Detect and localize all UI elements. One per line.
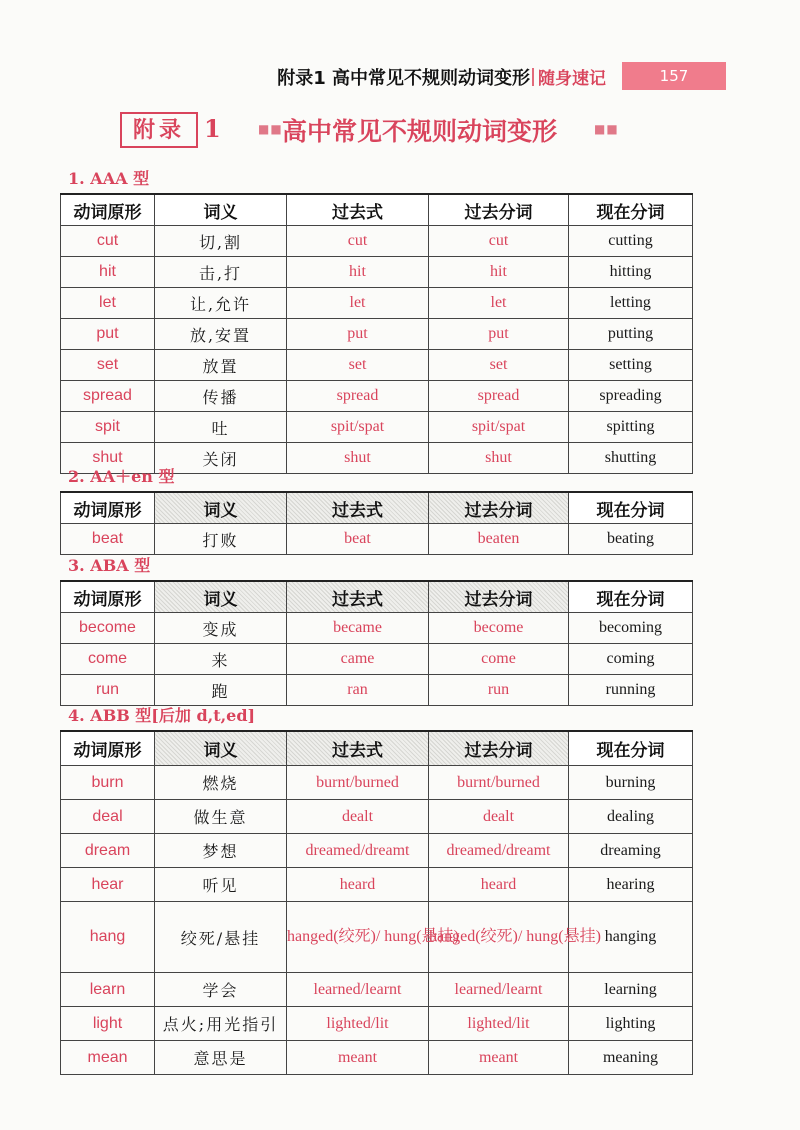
past-tense-cell: learned/learnt	[287, 973, 429, 1007]
base-form-cell: burn	[61, 766, 155, 800]
table-row	[61, 613, 693, 644]
meaning-cell: 切,割	[155, 226, 287, 257]
present-participle-cell: beating	[569, 524, 693, 555]
base-form-cell: become	[61, 613, 155, 644]
base-form-cell: let	[61, 288, 155, 319]
verb-table-abb	[60, 730, 693, 1075]
base-form-cell: mean	[61, 1041, 155, 1075]
past-tense-cell: cut	[287, 226, 429, 257]
meaning-cell: 意思是	[155, 1041, 287, 1075]
past-participle-cell: become	[429, 613, 569, 644]
past-tense-cell: hit	[287, 257, 429, 288]
past-tense-cell: dreamed/dreamt	[287, 834, 429, 868]
past-tense-cell: became	[287, 613, 429, 644]
present-participle-cell: becoming	[569, 613, 693, 644]
header-row	[61, 581, 693, 613]
past-tense-header: 过去式	[287, 194, 429, 226]
section-label-aba: 3. ABA 型	[68, 556, 151, 575]
past-tense-cell: heard	[287, 868, 429, 902]
title-deco-right: ■■	[594, 122, 619, 136]
table-row	[61, 834, 693, 868]
base-form-cell: set	[61, 350, 155, 381]
table-row	[61, 350, 693, 381]
present-participle-cell: letting	[569, 288, 693, 319]
meaning-cell: 梦想	[155, 834, 287, 868]
past-participle-cell: learned/learnt	[429, 973, 569, 1007]
meaning-cell: 吐	[155, 412, 287, 443]
section-label-aaa: 1. AAA 型	[68, 169, 150, 188]
section-label-abb: 4. ABB 型[后加 d,t,ed]	[68, 706, 256, 725]
meaning-cell: 听见	[155, 868, 287, 902]
present-participle-cell: learning	[569, 973, 693, 1007]
meaning-cell: 传播	[155, 381, 287, 412]
base-form-header: 动词原形	[61, 194, 155, 226]
past-tense-cell: hanged(绞死)/ hung(悬挂)	[287, 902, 429, 973]
past-tense-cell: beat	[287, 524, 429, 555]
meaning-cell: 点火;用光指引	[155, 1007, 287, 1041]
appendix-label-box: 附录	[120, 112, 198, 148]
header-separator	[532, 68, 534, 86]
header-row	[61, 194, 693, 226]
past-participle-cell: come	[429, 644, 569, 675]
past-participle-cell: run	[429, 675, 569, 706]
past-participle-cell: dealt	[429, 800, 569, 834]
base-form-cell: spit	[61, 412, 155, 443]
meaning-cell: 关闭	[155, 443, 287, 474]
meaning-cell: 让,允许	[155, 288, 287, 319]
table-row	[61, 766, 693, 800]
present-participle-cell: meaning	[569, 1041, 693, 1075]
past-tense-cell: shut	[287, 443, 429, 474]
page-number: 157	[622, 62, 726, 90]
meaning-cell: 绞死/悬挂	[155, 902, 287, 973]
present-participle-cell: burning	[569, 766, 693, 800]
table-row	[61, 973, 693, 1007]
past-tense-cell: dealt	[287, 800, 429, 834]
appendix-main-title: 高中常见不规则动词变形	[282, 117, 558, 146]
present-participle-cell: shutting	[569, 443, 693, 474]
section-label-aa-en: 2. AA＋en 型	[68, 467, 175, 486]
table-row	[61, 226, 693, 257]
meaning-header: 词义	[155, 581, 287, 613]
base-form-header: 动词原形	[61, 731, 155, 766]
base-form-cell: hang	[61, 902, 155, 973]
past-participle-cell: heard	[429, 868, 569, 902]
meaning-cell: 击,打	[155, 257, 287, 288]
past-participle-cell: hanged(绞死)/ hung(悬挂)	[429, 902, 569, 973]
present-participle-cell: cutting	[569, 226, 693, 257]
past-participle-cell: spit/spat	[429, 412, 569, 443]
base-form-cell: shut	[61, 443, 155, 474]
appendix-number: 1	[204, 114, 221, 143]
past-tense-cell: meant	[287, 1041, 429, 1075]
past-tense-cell: burnt/burned	[287, 766, 429, 800]
past-participle-cell: spread	[429, 381, 569, 412]
table-row	[61, 412, 693, 443]
past-participle-cell: cut	[429, 226, 569, 257]
table-row	[61, 644, 693, 675]
past-participle-header: 过去分词	[429, 492, 569, 524]
past-tense-cell: spread	[287, 381, 429, 412]
table-row	[61, 868, 693, 902]
present-participle-header: 现在分词	[569, 492, 693, 524]
base-form-cell: hit	[61, 257, 155, 288]
present-participle-cell: spitting	[569, 412, 693, 443]
base-form-cell: come	[61, 644, 155, 675]
meaning-cell: 来	[155, 644, 287, 675]
past-participle-header: 过去分词	[429, 731, 569, 766]
meaning-header: 词义	[155, 731, 287, 766]
meaning-cell: 跑	[155, 675, 287, 706]
meaning-header: 词义	[155, 492, 287, 524]
past-participle-cell: hit	[429, 257, 569, 288]
base-form-cell: deal	[61, 800, 155, 834]
header-row	[61, 731, 693, 766]
base-form-cell: dream	[61, 834, 155, 868]
present-participle-header: 现在分词	[569, 581, 693, 613]
past-participle-header: 过去分词	[429, 194, 569, 226]
table-row	[61, 675, 693, 706]
meaning-cell: 燃烧	[155, 766, 287, 800]
base-form-header: 动词原形	[61, 581, 155, 613]
base-form-cell: spread	[61, 381, 155, 412]
past-tense-cell: came	[287, 644, 429, 675]
past-participle-cell: beaten	[429, 524, 569, 555]
table-row	[61, 257, 693, 288]
present-participle-cell: running	[569, 675, 693, 706]
table-row	[61, 1007, 693, 1041]
present-participle-cell: setting	[569, 350, 693, 381]
present-participle-cell: putting	[569, 319, 693, 350]
past-tense-cell: let	[287, 288, 429, 319]
title-deco-left: ■■	[258, 122, 283, 136]
base-form-cell: learn	[61, 973, 155, 1007]
present-participle-cell: hitting	[569, 257, 693, 288]
verb-table-aa-en	[60, 491, 693, 555]
past-participle-cell: set	[429, 350, 569, 381]
present-participle-cell: coming	[569, 644, 693, 675]
present-participle-cell: spreading	[569, 381, 693, 412]
past-tense-header: 过去式	[287, 581, 429, 613]
present-participle-cell: hearing	[569, 868, 693, 902]
past-participle-cell: burnt/burned	[429, 766, 569, 800]
present-participle-cell: dealing	[569, 800, 693, 834]
past-participle-cell: meant	[429, 1041, 569, 1075]
past-tense-cell: set	[287, 350, 429, 381]
meaning-cell: 学会	[155, 973, 287, 1007]
appendix-title	[0, 112, 800, 152]
past-participle-cell: put	[429, 319, 569, 350]
meaning-cell: 放,安置	[155, 319, 287, 350]
base-form-cell: light	[61, 1007, 155, 1041]
table-row	[61, 1041, 693, 1075]
base-form-header: 动词原形	[61, 492, 155, 524]
present-participle-header: 现在分词	[569, 194, 693, 226]
present-participle-cell: hanging	[569, 902, 693, 973]
past-participle-header: 过去分词	[429, 581, 569, 613]
table-row	[61, 288, 693, 319]
past-tense-cell: spit/spat	[287, 412, 429, 443]
meaning-cell: 变成	[155, 613, 287, 644]
table-row	[61, 902, 693, 973]
past-participle-cell: shut	[429, 443, 569, 474]
present-participle-header: 现在分词	[569, 731, 693, 766]
chapter-title: 附录1 高中常见不规则动词变形	[277, 68, 530, 89]
past-participle-cell: lighted/lit	[429, 1007, 569, 1041]
past-tense-cell: lighted/lit	[287, 1007, 429, 1041]
header-row	[61, 492, 693, 524]
meaning-cell: 打败	[155, 524, 287, 555]
present-participle-cell: lighting	[569, 1007, 693, 1041]
past-tense-cell: ran	[287, 675, 429, 706]
table-row	[61, 800, 693, 834]
past-tense-header: 过去式	[287, 731, 429, 766]
present-participle-cell: dreaming	[569, 834, 693, 868]
past-tense-cell: put	[287, 319, 429, 350]
running-header	[0, 62, 800, 92]
series-name: 随身速记	[538, 69, 606, 89]
meaning-cell: 做生意	[155, 800, 287, 834]
past-participle-cell: dreamed/dreamt	[429, 834, 569, 868]
base-form-cell: beat	[61, 524, 155, 555]
base-form-cell: hear	[61, 868, 155, 902]
base-form-cell: cut	[61, 226, 155, 257]
meaning-header: 词义	[155, 194, 287, 226]
table-row	[61, 381, 693, 412]
table-row	[61, 319, 693, 350]
meaning-cell: 放置	[155, 350, 287, 381]
past-participle-cell: let	[429, 288, 569, 319]
verb-table-aba	[60, 580, 693, 706]
base-form-cell: run	[61, 675, 155, 706]
past-tense-header: 过去式	[287, 492, 429, 524]
table-row	[61, 524, 693, 555]
base-form-cell: put	[61, 319, 155, 350]
verb-table-aaa	[60, 193, 693, 474]
